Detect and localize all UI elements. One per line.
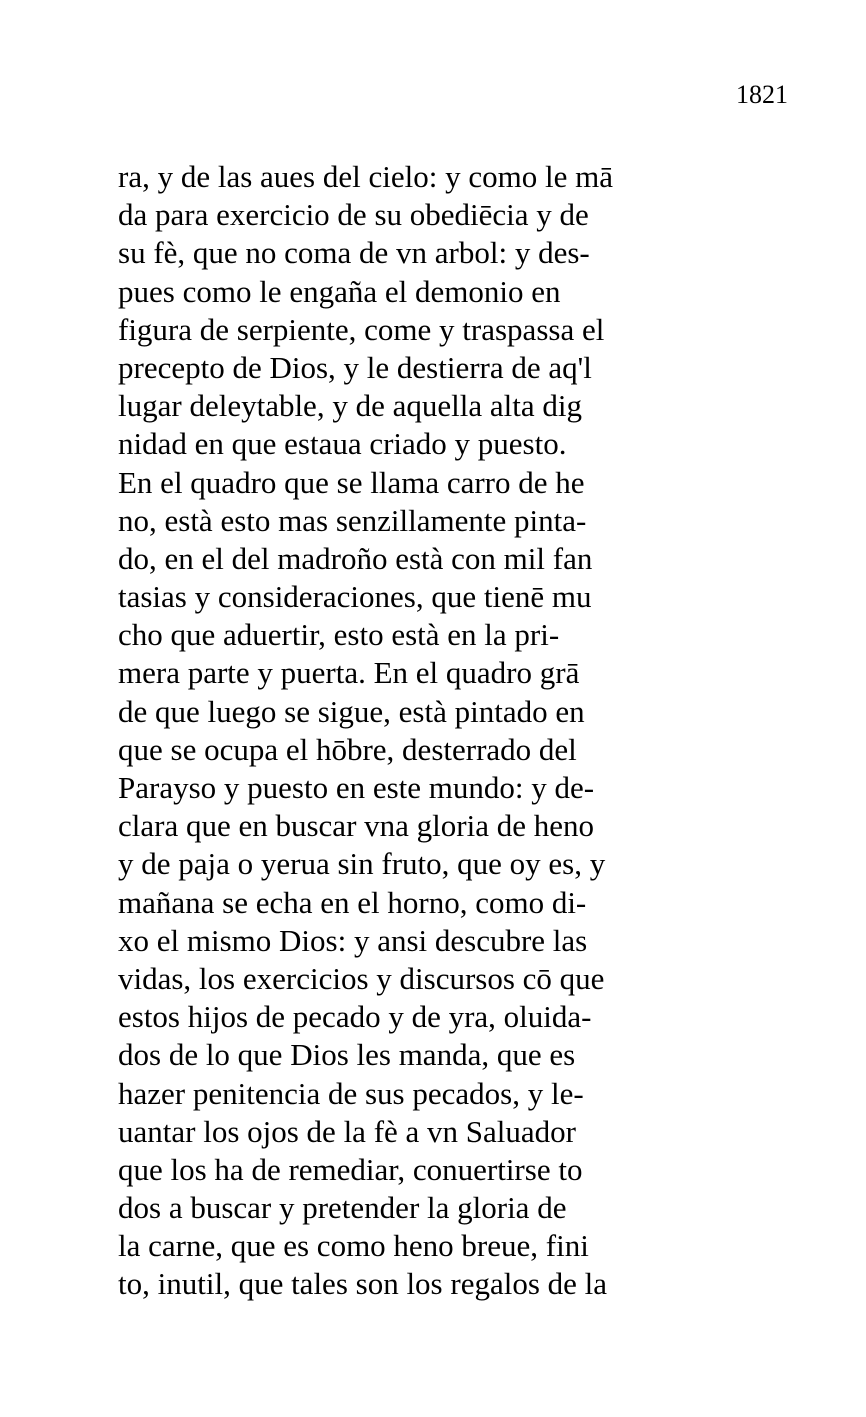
- text-line: estos hijos de pecado y de yra, oluida-: [118, 999, 592, 1035]
- text-line: mera parte y puerta. En el quadro grā: [118, 655, 580, 691]
- text-line: mañana se echa en el horno, como di-: [118, 884, 587, 920]
- text-line: de que luego se sigue, està pintado en: [118, 693, 585, 729]
- text-line: no, està esto mas senzillamente pinta-: [118, 502, 587, 538]
- text-line: que los ha de remediar, conuertirse to: [118, 1151, 583, 1187]
- text-line: cho que aduertir, esto està en la pri-: [118, 617, 560, 653]
- text-line: y de paja o yerua sin fruto, que oy es, y: [118, 846, 606, 882]
- text-line: vidas, los exercicios y discursos cō que: [118, 960, 605, 996]
- text-line: Parayso y puesto en este mundo: y de-: [118, 770, 595, 805]
- text-line: lugar deleytable, y de aquella alta dig: [118, 388, 582, 424]
- text-line: dos a buscar y pretender la gloria de: [118, 1190, 567, 1226]
- text-line: nidad en que estaua criado y puesto.: [118, 426, 567, 462]
- text-line: En el quadro que se llama carro de he: [118, 464, 585, 500]
- text-line: xo el mismo Dios: y ansi descubre las: [118, 922, 588, 958]
- text-line: clara que en buscar vna gloria de heno: [118, 808, 594, 844]
- text-line: dos de lo que Dios les manda, que es: [118, 1037, 576, 1073]
- text-line: su fè, que no coma de vn arbol: y des-: [118, 235, 590, 271]
- text-line: tasias y consideraciones, que tienē mu: [118, 579, 592, 615]
- text-line: uantar los ojos de la fè a vn Saluador: [118, 1113, 576, 1149]
- body-text: [118, 158, 738, 1304]
- text-line: ra, y de las aues del cielo: y como le mā: [118, 159, 613, 194]
- page-number: 1821: [736, 80, 788, 109]
- text-line: la carne, que es como heno breue, fini: [118, 1228, 589, 1264]
- text-line: pues como le engaña el demonio en: [118, 273, 561, 309]
- text-line: da para exercicio de su obediēcia y de: [118, 197, 589, 233]
- text-line: do, en el del madroño està con mil fan: [118, 540, 593, 576]
- text-line: hazer penitencia de sus pecados, y le-: [118, 1075, 584, 1111]
- text-line: figura de serpiente, come y traspassa el: [118, 311, 605, 347]
- text-line: que se ocupa el hōbre, desterrado del: [118, 731, 577, 767]
- text-line: to, inutil, que tales son los regalos de la: [118, 1266, 608, 1302]
- text-line: precepto de Dios, y le destierra de aq'l: [118, 349, 592, 385]
